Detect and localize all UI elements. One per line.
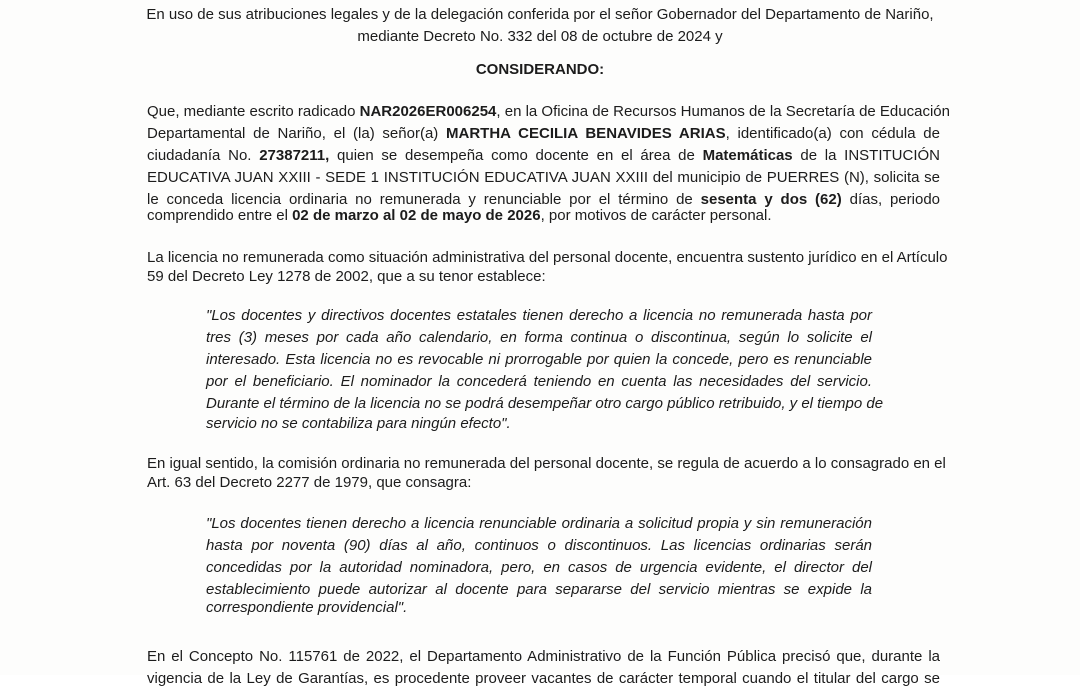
quote1-line-2: tres (3) meses por cada año calendario, en forma continua o discontinua, según lo solicite el (206, 329, 872, 346)
para1-line-2: Departamental de Nariño, el (la) señor(a) MARTHA CECILIA BENAVIDES ARIAS, identificado(a) con cédula de (147, 125, 940, 142)
quote2-line-3: concedidas por la autoridad nominadora, pero, en casos de urgencia evidente, el director del (206, 559, 872, 576)
intro-line-2: mediante Decreto No. 332 del 08 de octubre de 2024 y (357, 28, 723, 45)
quote2-line-2: hasta por noventa (90) días al año, continuos o discontinuos. Las licencias ordinarias serán (206, 537, 872, 554)
quote2-line-4: establecimiento puede autorizar al docente para separarse del servicio mientras se expide la (206, 581, 872, 598)
para1-line-6: comprendido entre el 02 de marzo al 02 de mayo de 2026, por motivos de carácter personal. (147, 207, 772, 224)
para3-line-2: Art. 63 del Decreto 2277 de 1979, que consagra: (147, 474, 472, 491)
quote1-line-4: por el beneficiario. El nominador la concederá teniendo en cuenta las necesidades del servicio. (206, 373, 872, 390)
quote1-line-5: Durante el término de la licencia no se podrá desempeñar otro cargo público retribuido, y el tiempo de (206, 395, 884, 412)
para1-line-3: ciudadanía No. 27387211, quien se desempeña como docente en el área de Matemáticas de la INSTITUCIÓN (147, 147, 941, 164)
para1-line-1: Que, mediante escrito radicado NAR2026ER006254, en la Oficina de Recursos Humanos de la Secretaría de Educación (147, 103, 950, 120)
quote1-line-6: servicio no se contabiliza para ningún efecto". (206, 415, 511, 432)
para1-line-4: EDUCATIVA JUAN XXIII - SEDE 1 INSTITUCIÓN EDUCATIVA JUAN XXIII del municipio de PUERRES (N), solicita se (147, 169, 940, 186)
para1-line-5: le conceda licencia ordinaria no remunerada y renunciable por el término de sesenta y dos (62) días, periodo (147, 191, 941, 208)
para4-line-1: En el Concepto No. 115761 de 2022, el Departamento Administrativo de la Función Pública precisó que, durante la (147, 648, 940, 665)
para3-line-1: En igual sentido, la comisión ordinaria no remunerada del personal docente, se regula de acuerdo a lo consagrado en el (147, 455, 946, 472)
para2-line-2: 59 del Decreto Ley 1278 de 2002, que a su tenor establece: (147, 268, 546, 285)
intro-line-1: En uso de sus atribuciones legales y de la delegación conferida por el señor Gobernador del Departamento de Nariño, (146, 6, 934, 23)
quote1-line-1: "Los docentes y directivos docentes estatales tienen derecho a licencia no remunerada hasta por (206, 307, 872, 324)
quote2-line-5: correspondiente providencial". (206, 599, 408, 616)
para4-line-2: vigencia de la Ley de Garantías, es procedente proveer vacantes de carácter temporal cuando el titular del cargo se (147, 670, 940, 687)
para2-line-1: La licencia no remunerada como situación administrativa del personal docente, encuentra sustento jurídico en el Artículo (147, 249, 948, 266)
quote2-line-1: "Los docentes tienen derecho a licencia renunciable ordinaria a solicitud propia y sin remuneración (206, 515, 872, 532)
quote1-line-3: interesado. Esta licencia no es revocable ni prorrogable por quien la concede, pero es renunciable (206, 351, 872, 368)
section-heading: CONSIDERANDO: (475, 61, 605, 78)
